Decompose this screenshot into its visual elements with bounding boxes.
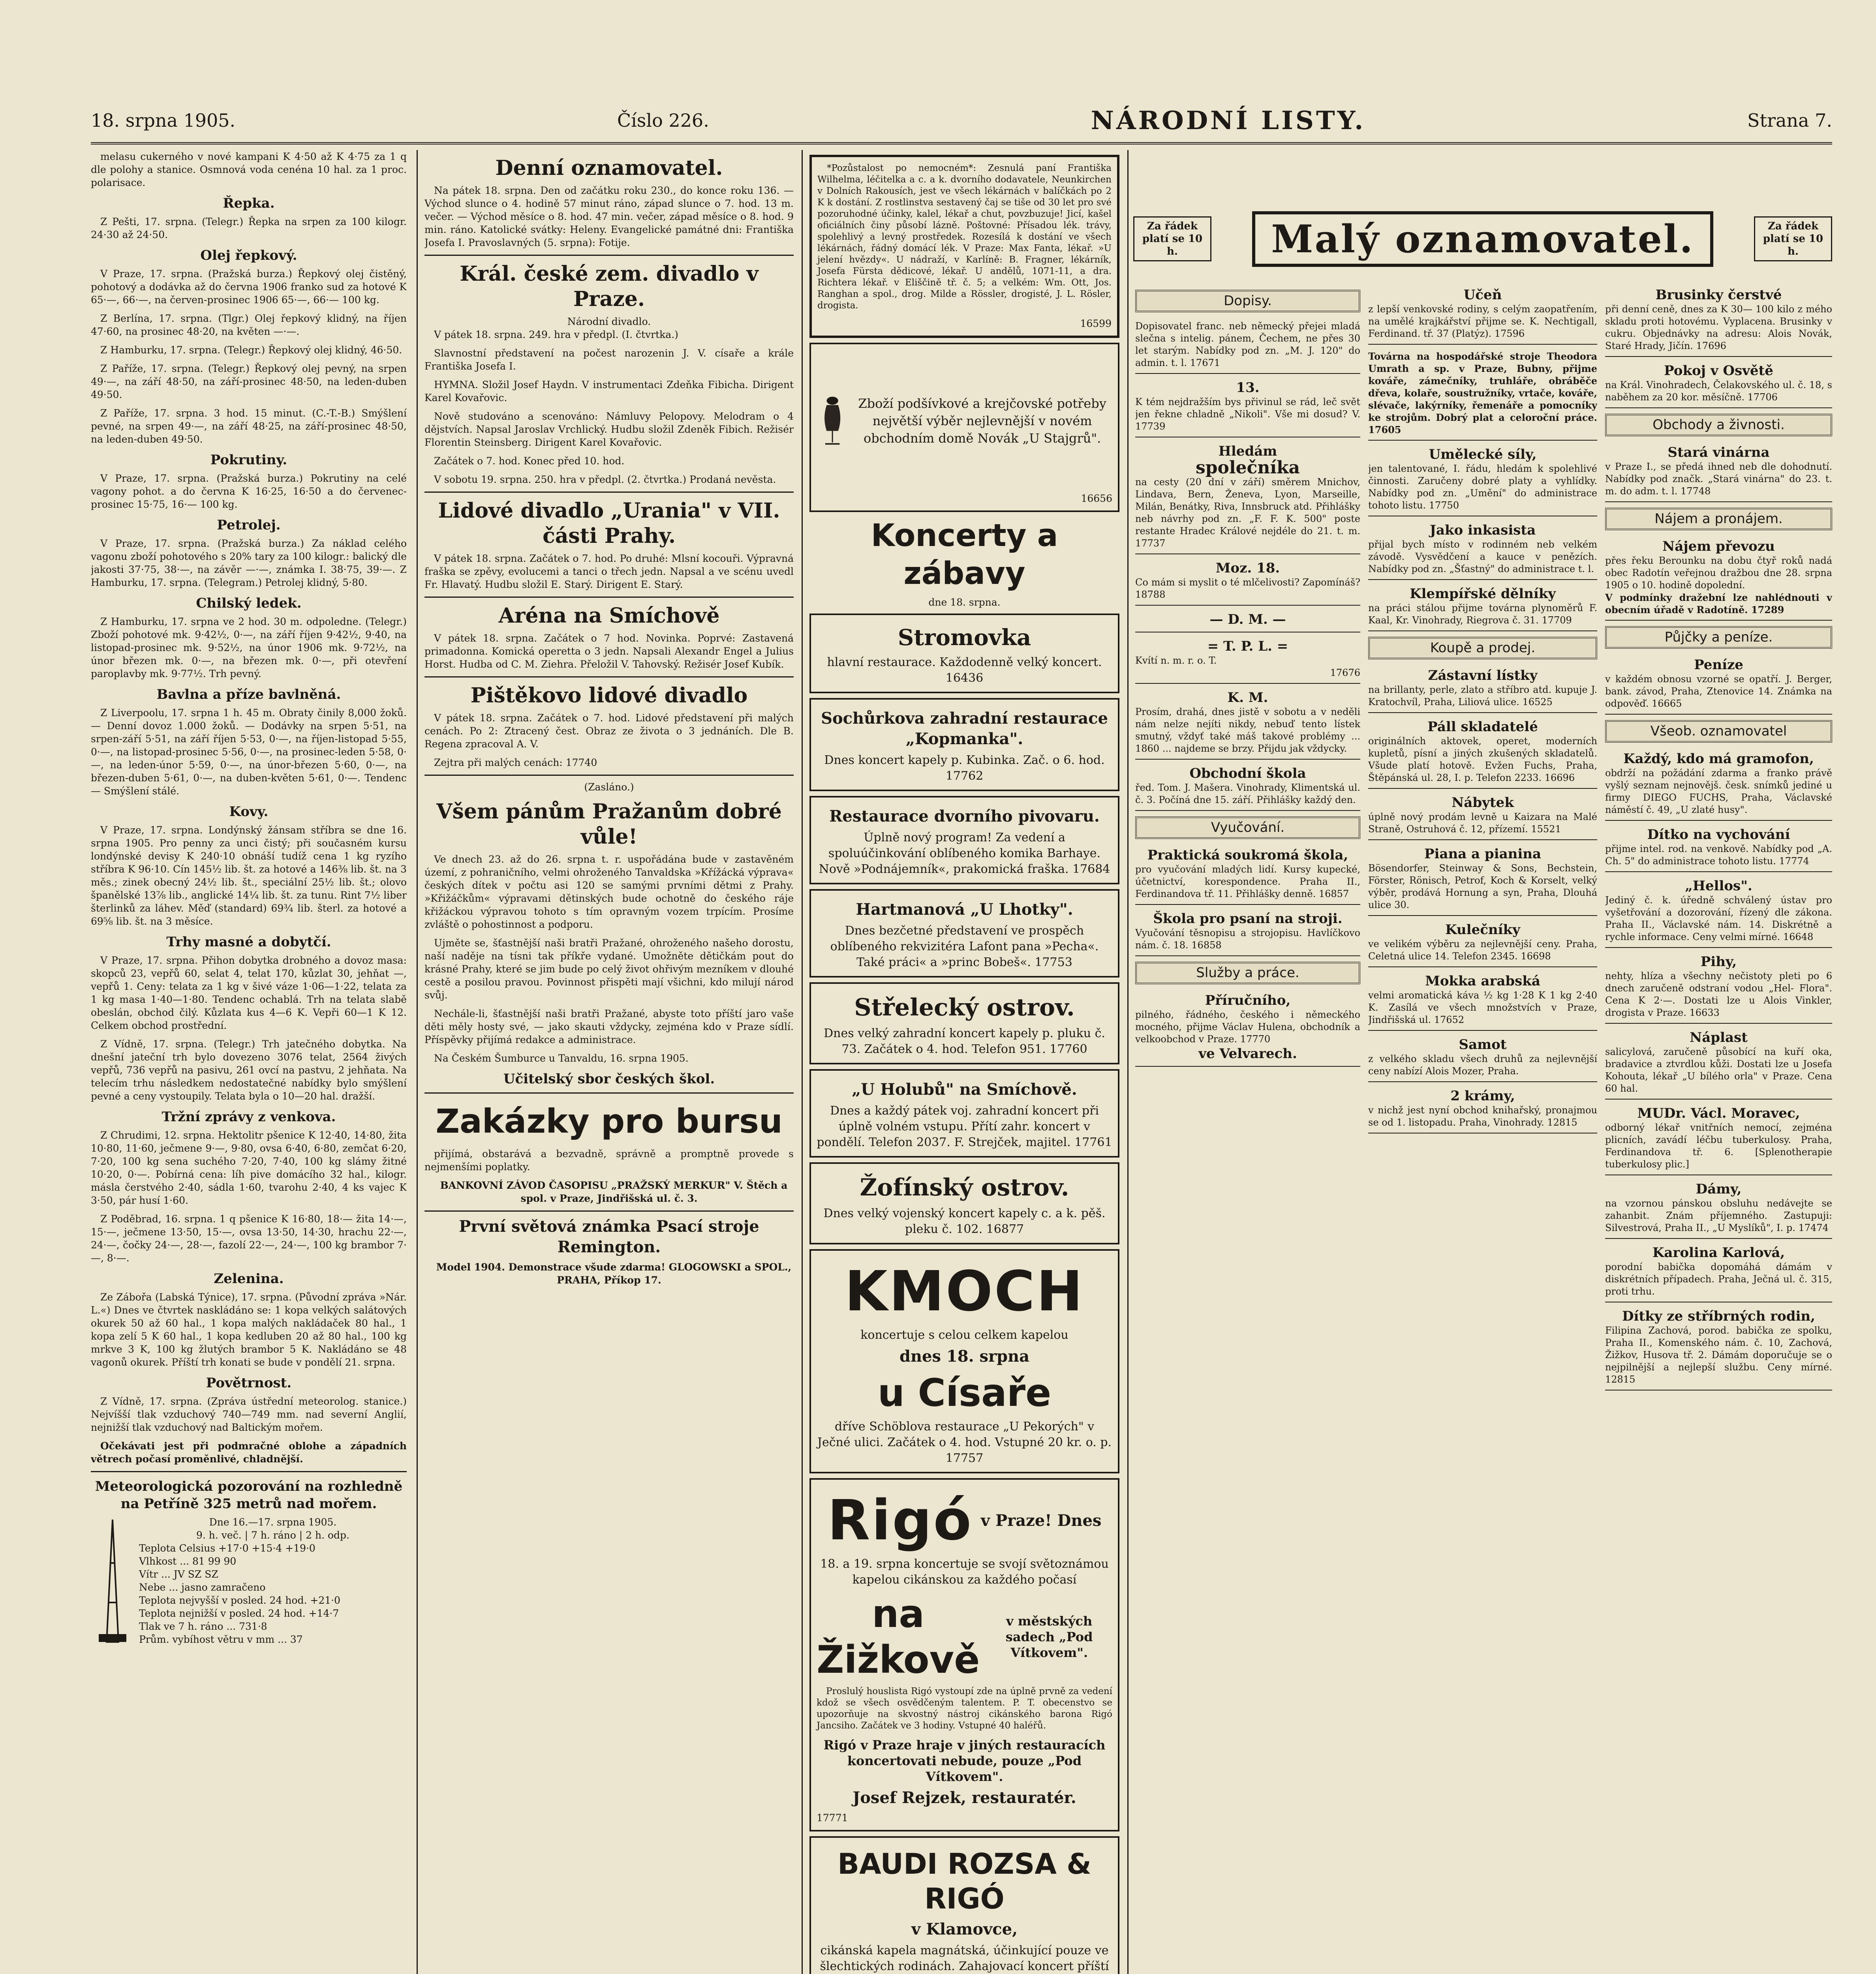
vsem-text-2: Ujměte se, šťastnější naši bratři Pražané, ohroženého našeho dorostu, naší naděje na tísni tak příkře vydané. Umožněte dětičkám pout do krásné Prahy, které se jim bude po celý život ohřivým mezníkem v dlouhé cestě a posilou pravou. Povinnost přispěti mají všichni, kdo milují národ svůj. [424,937,794,1001]
classified-brusinky-text: při denní ceně, dnes za K 30— 100 kilo z mého skladu proti hotovému. Vyplacena. Brusinky v cukru. Objednávky na adresu: Alois Novák, Staré Hrady, Jičín. 17696 [1605,304,1832,351]
classified-pokoj: Pokoj v Osvětě [1664,363,1773,379]
classified-velvary: ve Velvarech. [1198,1046,1297,1062]
remington-text: Model 1904. Demonstrace všude zdarma! GLOGOWSKI a SPOL., PRAHA, Příkop 17. [436,1261,792,1286]
classified-obchodni: Obchodní škola [1189,766,1306,781]
column-concerts [809,150,1119,1974]
meteo-row: Vítr ... JV SZ SZ [139,1569,218,1580]
classified-penize: Peníze [1694,657,1743,673]
heading-meteo: Meteorologická pozorování na rozhledně na Petříně 325 metrů nad mořem. [95,1479,403,1512]
page-header [91,99,1832,144]
vsem-signature: Učitelský sbor českých škol. [503,1071,715,1087]
dress-form-icon [817,350,848,492]
classified-krasny: 2 krámy, [1450,1088,1515,1104]
header-page-number: Strana 7. [1747,110,1832,131]
classified-klempirske: Klempířské dělníky [1409,586,1556,602]
report-chilsky: Z Hamburku, 17. srpna ve 2 hod. 30 m. odpoledne. (Telegr.) Zboží pohotové mk. 9·42½, 0·—, na září říjen 9·42½, 9·40, na listopad-prosinec mk. 9·52½, na únor 1906 mk. 9·72½, na únor březen mk. 0·—, na březen mk. 0·—, při otevření paroplavby mk. 9·77½. Trh pevný. [91,616,407,679]
classified-najem-text-2: V podmínky dražební lze nahlédnouti v obecním úřadě v Radotíně. 17289 [1605,592,1832,615]
pistekovo-text-2: Zejtra při malých cenách: 17740 [434,757,597,768]
classified-nabytek-text: úplně nový prodám levně u Kaizara na Malé Straně, Ostruhová č. 12, přízemí. 15521 [1368,811,1597,835]
classified-brusinky: Brusinky čerstvé [1655,287,1782,303]
stromovka-ad [809,614,1119,693]
classified-ad [1368,792,1597,840]
report-olej-pariz: Z Paříže, 17. srpna. (Telegr.) Řepkový olej pevný, na srpen 49·—, na září 48·50, na září-prosinec 48·50, na leden-duben 49·50. [91,363,407,400]
classified-dm: — D. M. — [1209,612,1286,627]
category-obchody: Obchody a živnosti. [1605,414,1832,436]
heading-povetrnost: Povětrnost. [206,1375,292,1391]
zofin-text: Dnes velký vojenský koncert kapely c. a k. pěš. pleku č. 102. 16877 [823,1207,1106,1236]
classified-kazdy: Každý, kdo má gramofon, [1623,751,1814,767]
meteo-row: Prům. vybíhost větru v mm ... 37 [139,1634,303,1645]
classified-klempirske-text: na práci stálou přijme továrna plynoměrů F. Kaal, Kr. Vinohrady, Riegrova č. 31. 17709 [1368,602,1597,626]
classified-damy: Dámy, [1696,1181,1742,1197]
rigo-sub: v Praze! Dnes [980,1511,1102,1530]
meteo-row: Teplota Celsius +17·0 +15·4 +19·0 [139,1542,315,1554]
classified-zastavni-text: na brillanty, perle, zlato a stříbro atd. kupuje J. Kratochvíl, Praha, Liliová ulice. 16525 [1368,684,1597,707]
classified-kviti-number: 17676 [1330,667,1360,678]
classified-piana: Piana a pianina [1424,846,1542,862]
heading-zofin: Žofínský ostrov. [860,1174,1069,1201]
heading-holub: „U Holubů" na Smíchově. [852,1080,1077,1099]
classified-km-text: Prosím, drahá, dnes jistě v sobotu a v neděli nám nelze nejíti nikdy, nebuď tento lístek smutný, vždyť také máš takové problémy ... 1860 ... najdeme se brzy. Přijdu jak vždycky. [1135,706,1360,754]
classified-dopisovatel: Dopisovatel franc. neb německý přejei mladá slečna s intelig. pánem, Čechem, ne přes 30 let starým. Nabídky pod zn. „M. J. 120" do admin. t. l. 17671 [1135,321,1360,368]
classified-ad [1605,875,1832,948]
classified-umelecke: Umělecké síly, [1429,447,1537,462]
classified-ad [1605,951,1832,1024]
heading-petrolej: Petrolej. [217,517,281,533]
corset-number: 16656 [1081,493,1112,504]
heading-kovy: Kovy. [229,804,269,820]
zaslano-label: (Zasláno.) [584,781,634,793]
column-classifieds-3 [1605,284,1832,1974]
report-olej-praha: V Praze, 17. srpna. (Pražská burza.) Řepkový olej čistěný, pohotový a dodávka až do června 1906 franko sud za hotové K 65·—, 66·—, na červen-prosinec 1906 65·—, 66·— 100 kg. [91,268,407,306]
baudi-ad [809,1836,1119,1974]
classified-umelecke-text: jen talentované, I. řádu, hledám k spolehlivé činnosti. Zaručeny dobré platy a vyhlídky. Nabídky pod zn. „Umění" do administrace tohoto listu. 17750 [1368,463,1597,511]
classified-ditky-text: Filipina Zachová, porod. babička ze spolku, Praha II., Komenského nám. č. 10, Zachová, Žižkov, Husova tř. 2. Dámám doporučuje se o nejpilnější a nejlepší službu. Ceny mírné. 12815 [1605,1325,1832,1385]
classified-mudr: MUDr. Václ. Moravec, [1637,1105,1800,1121]
heading-chilsky: Chilský ledek. [196,595,302,611]
classified-ad [1605,1242,1832,1302]
zofin-ad [809,1162,1119,1244]
baudi-text: cikánská kapela magnátská, účinkující pouze ve šlechtických rodinách. Zahajovací koncert příští [820,1944,1109,1973]
classified-ad [1135,844,1360,905]
classified-ad [1368,970,1597,1031]
rigo-text: 18. a 19. srpna koncertuje se svojí světoznámou kapelou cikánskou za každého počasí [820,1557,1109,1587]
meteo-row: Nebe ... jasno zamračeno [139,1582,266,1593]
heading-trhy: Trhy masné a dobytčí. [166,934,331,950]
heading-kmoch: KMOCH [845,1259,1084,1324]
meteo-row: Vlhkost ... 81 99 90 [139,1556,237,1567]
classified-mudr-text: odborný lékař vnitřních nemocí, zejména plicních, zavádí léčbu tuberkulosy. Praha, Ferdinandova tř. 6. [Splenotherapie tuberkulosy plic.] [1605,1122,1832,1170]
classified-zastavni: Zástavní lístky [1428,668,1538,683]
classified-ad [1368,583,1597,631]
classified-ad [1605,824,1832,872]
category-vyucovani: Vyučování. [1135,816,1360,839]
category-pujcky: Půjčky a peníze. [1605,626,1832,649]
classified-penize-text: v každém obnosu vzorné se opatří. J. Berger, bank. závod, Praha, Ztenovice 14. Známka na odpověď. 16665 [1605,674,1832,709]
heading-repka: Řepka. [223,195,275,211]
classified-tpl: = T. P. L. = [1207,638,1288,654]
classified-ad [1135,636,1360,684]
header-issue: Číslo 226. [617,110,709,131]
classified-ditky: Dítky ze stříbrných rodin, [1622,1308,1815,1324]
heading-stromovka: Stromovka [898,625,1031,651]
category-sluzby: Služby a práce. [1135,962,1360,984]
zizkov-text: Proslulý houslista Rigó vystoupí zde na úplně prvně za vedení kdož se všech osvědčeným talentem. P. T. obecenstvo se upozorňuje na skvostný nástroj cikánského barona Rigó Jancsiho. Začátek ve 3 hodiny. Vstupné 40 haléřů. [817,1686,1112,1731]
classified-ad [1605,1103,1832,1175]
classified-ad [1605,1178,1832,1239]
pistekovo-text: V pátek 18. srpna. Začátek o 7. hod. Lidové představení při malých cenách. Po 2: Ztracený čest. Obraz ze života o 3 jednáních. Dle B. Regena zpracoval A. V. [424,712,794,750]
heading-denni-oznamovatel: Denní oznamovatel. [495,156,723,180]
classified-hellos: „Hellos". [1685,878,1752,894]
classified-inkasista-text: přijal bych místo v rodinném neb velkém závodě. Vysvědčení a kauce v penězích. Nabídky pod zn. „Šťastný" do administrace t. l. [1368,539,1597,574]
report-zelenina: Ze Zábořa (Labská Týnice), 17. srpna. (Původní zpráva »Nár. L.«) Dnes ve čtvrtek naskládáno se: 1 kopa velkých salátových okurek 50 až 60 hal., 1 kopa malých nakládaček 80 hal., 1 kopa zelí 5 K 60 hal., 1 kopa kedluben 20 až 80 hal., 100 kg mrkve 3 K, 100 kg žlutých brambor 5 K. Nakládáno se 48 vagonů okurek. Příští trh konati se bude v pondělí 21. srpna. [91,1291,407,1368]
report-bavlna: Z Liverpoolu, 17. srpna 1 h. 45 m. Obraty činily 8,000 žoků. — Denní dovoz 1.000 žoků. — Dodávky na srpen 5·51, na srpen-září 5·51, na září říjen 5·53, 0·—, na říjen-listopad 5·55, 0·—, na listopad-prosinec 5·56, 0·—, na prosinec-leden 5·58, 0·—, na leden-únor 5·59, 0·—, na únor-březen 5·60, 0·—, na březen-duben 5·61, 0·—, na duben-květen 5·61, 0·—. Tendenc — Smýšlení stálé. [91,707,407,797]
vsem-text-4: Na Českém Šumburce u Tanvaldu, 16. srpna 1905. [434,1053,689,1064]
classified-ucen-text: z lepší venkovské rodiny, s celým zaopatřením, na umělé krajkářství přijme se. K. Nechtigall, Ferdinand. tř. 37 (Platýz). 17596 [1368,304,1597,339]
classified-ditko: Dítko na vychování [1647,827,1790,843]
kmoch-sub: koncertuje s celou celkem kapelou [860,1328,1069,1342]
column-theatre [424,150,794,1974]
classified-pihy-text: nehty, hlíza a všechny nečistoty pleti po 6 dnech zaručeně odstraní vodou „Hel- Flora". Cena K 2·—. Dostati lze u Alois Vinkler, drogista v Praze. 16633 [1605,970,1832,1018]
heading-remington: První světová známka Psací stroje Remington. [459,1217,759,1256]
heading-lidove-divadlo: Lidové divadlo „Urania" v VII. části Prahy. [438,499,780,548]
classified-ad [1135,763,1360,811]
narodni-program-5: V sobotu 19. srpna. 250. hra v předpl. (2. čtvrtka.) Prodaná nevěsta. [434,474,776,485]
narodni-program-3: HYMNA. Složil Josef Haydn. V instrumentaci Zdeňka Fibicha. Dirigent Karel Kovařovic. [424,379,794,403]
report-kovy: V Praze, 17. srpna. Londýnský žánsam stříbra se dne 16. srpna 1905. Pro penny za unci čistý; při současném kursu londýnské devisy K 240·10 obnáší tudíž cena 1 kg ryzího stříbra K 96·10. Cín 145½ lib. št. za hotové a 146⅜ lib. št. na 3 měs.; zinek obecný 24½ lib. št., speciální 25½ lib. št.; olovo španělské 13⅞ lib., anglické 14¼ lib. št. za tunu. Rint 7½ liber šterlinků za láhev. Měď (standard) 69¾ lib. šterl. za hotové a 69⅝ lib. št. na 3 měsíce. [91,824,407,927]
classified-prakticka: Praktická soukromá škola, [1147,847,1348,863]
hartmann-ad [809,889,1119,978]
heading-cisare: u Císaře [877,1371,1052,1415]
classified-samot-text: z velkého skladu všech druhů za nejlevnější ceny nabízí Alois Mozer, Praha. [1368,1053,1597,1077]
report-olej-pariz-2: Z Paříže, 17. srpna. 3 hod. 15 minut. (C.-T.-B.) Smýšlení pevné, na srpen 49·—, na září 48·25, na září-prosinec 48·50, na leden-duben 49·50. [91,407,407,445]
wilhelm-tea-text: *Pozůstalost po nemocném*: Zesnulá paní Františka Wilhelma, léčitelka a c. a k. dvorního dodavatele, Neunkirchen v Dolních Rakousích, jest ve všech lékárnách v balíčkách po 2 K k dostání. Z rostlinstva sestavený čaj se tiše od 30 let pro své pozoruhodné účinky, kalel, lékař a chut, povzbuzuje! Jicí, kašel oficiálních činy působí lázně. Poštovné: Přísadou lék. trávy, spolehlivý a levný prostředek. Rozesílá k dostání ve všech lékárnách, řádný domácí lék. V Praze: Max Fanta, lékař. »U jelení hvězdy«. U nádraží, v Karlíně: B. Fragner, lékárník, Josefa Fürsta dědicové, lékař. U andělů, 1071-11, a dra. Richtera lékař. v Eliščině tř. č. 5; a velkém: Wm. Ott, Jos. Ranghan a spol., drog. Milde a Rössler, drogisté, J. L. Rösler, drogista. [817,163,1112,311]
classified-pal: Páll skladatelé [1427,719,1538,735]
classified-pihy: Pihy, [1700,954,1737,970]
category-dopisy: Dopisy. [1135,290,1360,312]
rigo-ad [809,1478,1119,1831]
classified-ad [1368,843,1597,916]
classified-karolina: Karolina Karlová, [1652,1245,1785,1261]
classified-ucen: Učeň [1463,287,1502,303]
classified-rate-left: Za řádek platí se 10 h. [1133,216,1211,261]
classified-najem-text: přes řeku Berounku na dobu čtyř roků nadá obec Radotín veřejnou dražbou dne 28. srpna 1905 o 10. hodině dopolední. [1605,555,1832,591]
market-intro: melasu cukerného v nové kampani K 4·50 až K 4·75 za 1 q dle polohy a stanice. Osmnová voda cenéna 10 hal. za 1 proc. polarisace. [91,151,407,188]
arena-text: V pátek 18. srpna. Začátek o 7 hod. Novinka. Poprvé: Zastavená primadonna. Komická operetta o 3 jedn. Napsali Alexandr Engel a Julius Horst. Hudba od C. M. Ziehra. Přeložil V. Tahovský. Režisér Josef Kubík. [424,632,794,670]
classified-ad [1368,284,1597,345]
heading-rigo: Rigó [827,1488,973,1553]
classified-naplast: Náplast [1690,1030,1748,1045]
meteo-header: 9. h. več. | 7 h. ráno | 2 h. odp. [196,1529,349,1541]
classified-title: Malý oznamovatel. [1252,211,1713,267]
classified-ad [1368,1085,1597,1133]
koncerty-date: dne 18. srpna. [928,597,1001,608]
column-markets [91,150,407,1974]
heading-pokrutiny: Pokrutiny. [210,452,287,468]
classified-naplast-text: salicylová, zaručeně působící na kuří oka, bradavice a ztvrdlou kůži. Dostati lze u Josefa Kohouta, lékař „U bílého orla" v Praze. Cena 60 hal. [1605,1046,1832,1094]
zizkov-signature: Josef Rejzek, restauratér. [853,1788,1076,1807]
heading-strelecky: Střelecký ostrov. [854,994,1075,1021]
category-koupe: Koupě a prodej. [1368,637,1597,659]
lidove-text: V pátek 18. srpna. Začátek o 7. hod. Po druhé: Mlsní kocouři. Výpravná fraška se zpěvy, evolucemi a tanci o třech jedn. Napsal a ve scénu uvedl Fr. Hlavatý. Hudbu složil E. Starý. Dirigent E. Starý. [424,553,794,590]
classified-kulecniky-text: ve velikém výběru za nejlevnější ceny. Praha, Celetná ulice 14. Telefon 2345. 16698 [1368,938,1597,962]
meteo-date: Dne 16.—17. srpna 1905. [209,1516,337,1528]
classified-prirucni: Příručního, [1205,993,1291,1008]
heading-zelenina: Zelenina. [214,1271,284,1287]
classified-moz: Moz. 18. [1215,560,1280,576]
classified-hellos-text: Jediný č. k. úředně schválený ústav pro vyšetřování a dozorování, řízený dle zákona. Praha II., Václavské nám. 14. Diskrétně a rychle informace. Ceny velmi mírné. 16648 [1605,895,1832,942]
classified-ad [1135,990,1360,1067]
heading-pistekovo: Pištěkovo lidové divadlo [470,683,748,707]
classified-mokka: Mokka arabská [1425,973,1540,989]
report-repka: Z Pešti, 17. srpna. (Telegr.) Řepka na srpen za 100 kilogr. 24·30 až 24·50. [91,216,407,240]
report-pokrutiny: V Praze, 17. srpna. (Pražská burza.) Pokrutiny na celé vagony pohot. a do června K 16·25, 16·50 a do červenec-prosinec 15·75, 16·— 100 kg. [91,473,407,510]
classified-ad [1135,908,1360,956]
classified-ad [1135,318,1360,374]
holub-text: Dnes a každý pátek voj. zahradní koncert při úplně volném vstupu. Přítí zahr. koncert v pondělí. Telefon 2037. F. Strejček, majitel. 17761 [817,1104,1112,1149]
report-povetrnost: Z Vídně, 17. srpna. (Zpráva ústřední meteorolog. stanice.) Nejvíšší tlak vzduchový 740—749 mm. nad severní Anglií, nejnižší tlak vzduchový nad Baltickým mořem. [91,1396,407,1433]
classified-karolina-text: porodní babička dopomáhá dámám v diskrétních případech. Praha, Ječná ul. č. 315, proti trhu. [1605,1261,1832,1297]
classified-krasny-text: v nichž jest nyní obchod knihařský, pronajmou se od 1. listopadu. Praha, Vinohrady. 12815 [1368,1105,1597,1128]
classified-ad [1605,1306,1832,1390]
zakazky-text-2: BANKOVNÍ ZÁVOD ČASOPISU „PRAŽSKÝ MERKUR" V. Štěch a spol. v Praze, Jindřišská ul. č. 3. [440,1180,788,1204]
corset-text: Zboží podšívkové a krejčovské potřeby největší výběr nejlevnější v novém obchodním domě Novák „U Stajgrů". [858,396,1106,446]
vsem-text: Ve dnech 23. až do 26. srpna t. r. uspořádána bude v zastavěném území, z pohraničního, velmi ohroženého Tanvaldska »Křížácká výprava« českých dítek v počtu asi 120 se samými prvními dětmi z Prahy. »Křižáčkům« výpravami dětinských bude ochotně do českého ráje křižáckou výpravou tohoto s tím opravným vozem trpícím. Prosíme zvláště o pohostinnost a podporu. [424,854,794,930]
heading-narodni-divadlo: Král. české zem. divadlo v Praze. [460,262,759,311]
report-petrolej: V Praze, 17. srpna. (Pražská burza.) Za náklad celého vagonu zboží pohotového s 20% tary za 100 kilogr.: balický dle jakosti 37·75, 38·—, na závěr —·—, známka I. 38·75, 39·—. Z Hamburku, 17. srpna. (Telegram.) Petrolej klidný, 5·80. [91,538,407,588]
classified-ad [1605,536,1832,621]
classified-stara: Stará vinárna [1668,445,1770,460]
classified-pokoj-text: na Král. Vinohradech, Čelakovského ul. č. 18, s naběhem za 20 kor. měsíčně. 17706 [1605,379,1832,403]
denni-text: Na pátek 18. srpna. Den od začátku roku 230., do konce roku 136. — Východ slunce o 4. hodině 57 minut ráno, západ slunce o 7. hod. 13 m. večer. — Východ měsíce o 8. hod. 47 min. večer, západ měsíce o 8. hod. 9 min. ráno. Katolické svátky: Heleny. Evangelické památné dni: Františka Josefa I. Pravoslavných (5. srpna): Fotije. [424,185,794,248]
heading-olej: Olej řepkový. [200,248,297,263]
classified-banner [1133,205,1832,272]
classified-ad [1605,1027,1832,1100]
classified-km: K. M. [1227,690,1268,706]
classified-ad [1368,348,1597,441]
column-divider [417,150,418,1974]
classified-stara-text: v Praze I., se předá ihned neb dle dohodnutí. Nabídky pod značk. „Stará vinárna" do 23. t. m. do adm. t. l. 17748 [1605,461,1832,497]
kmoch-ad [809,1249,1119,1473]
report-olej-berlin: Z Berlína, 17. srpna. (Tlgr.) Olej řepkový klidný, na říjen 47·60, na prosinec 48·20, na květen —·—. [91,313,407,337]
zizkov-number: 17771 [817,1812,848,1824]
classified-skola-text: Vyučování těsnopisu a strojopisu. Havlíčkovo nám. č. 18. 16858 [1135,927,1360,951]
stromovka-text: hlavní restaurace. Každodenně velký koncert. 16436 [827,655,1102,685]
pivovar-ad [809,796,1119,884]
heading-baudi: BAUDI ROZSA & RIGÓ [838,1847,1091,1915]
classified-ad [1135,609,1360,632]
classified-prakticka-text: pro vyučování mladých lidí. Kursy kupecké, účetnictví, korespondence. Praha II., Ferdinandova tř. 11. Přihlášky denně. 16857 [1135,864,1360,899]
masthead: NÁRODNÍ LISTY. [1091,105,1366,135]
zizkov-sub: v městských sadech „Pod Vítkovem". [1005,1614,1093,1660]
classified-najem: Nájem převozu [1662,539,1775,554]
heading-bavlna: Bavlna a příze bavlněná. [156,687,341,702]
classified-ad [1605,654,1832,715]
classified-mokka-text: velmi aromatická káva ½ kg 1·28 K 1 kg 2·40 K. Zasílá ve všech množstvích v Praze, Jindřišská ul. 17652 [1368,990,1597,1025]
classified-tovarna: Továrna na hospodářské stroje Theodora Umrath a sp. v Praze, Bubny, přijme kováře, zámečníky, truhláře, obráběče dřeva, kolaře, soustružníky, vrtače, kováře, slévače, lakýrníky, řemenáře a pomocníky ke strojům. Dobrý plat a celoroční práce. 17605 [1368,351,1597,435]
meteo-row: Tlak ve 7 h. ráno ... 731·8 [139,1621,267,1632]
wilhelm-tea-ad [809,155,1119,338]
holub-ad [809,1069,1119,1158]
vsem-text-3: Nechále-li, šťastnější naši bratři Pražané, abyste toto příští jaro vaše děti měly hosty své, — jako skauti vždycky, zejména kdo v Praze sídlí. Příspěvky přijímá redakce a administrace. [424,1008,794,1045]
kopmanka-text: Dnes koncert kapely p. Kubinka. Zač. o 6. hod. 17762 [824,753,1105,783]
column-divider [1127,150,1129,1974]
meteo-row: Teplota nejnižší v posled. 24 hod. +14·7 [139,1608,339,1619]
column-classifieds-2 [1368,284,1597,1974]
cisare-text: dříve Schöblova restaurace „U Pekorých" v Ječné ulici. Začátek o 4. hod. Vstupné 20 kr. o. p. 17757 [817,1420,1112,1465]
hartmann-text: Dnes bezčetné představení ve prospěch oblíbeného rekvizitéra Lafont pana »Pecha«. Také práci« a »princ Bobeš«. 17753 [830,924,1099,969]
kmoch-date: dnes 18. srpna [899,1347,1030,1366]
corset-ad [809,343,1119,512]
heading-zakazky: Zakázky pro bursu [436,1102,783,1141]
heading-vsem-panum: Všem pánům Pražanům dobré vůle! [436,799,782,849]
report-olej-hamburk: Z Hamburku, 17. srpna. (Telegr.) Řepkový olej klidný, 46·50. [100,344,402,356]
narodni-divadlo-sub: Národní divadlo. [567,316,651,327]
heading-kopmanka: Sochůrkova zahradní restaurace „Kopmanka". [821,709,1108,748]
narodni-time: Začátek o 7. hod. Konec před 10. hod. [434,455,625,467]
baudi-sub: v Klamovce, [911,1920,1018,1938]
zizkov-text-2: Rigó v Praze hraje v jiných restauracích koncertovati nebude, pouze „Pod Vítkovem". [823,1738,1106,1784]
heading-hartmann: Hartmanová „U Lhotky". [856,900,1073,919]
classified-ad [1605,442,1832,502]
category-najem: Nájem a pronájem. [1605,508,1832,530]
report-trhy: V Praze, 17. srpna. Přihon dobytka drobného a dovoz masa: skopců 23, vepřů 60, selat 4, telat 170, kůzlat 30, jehňat —, vepřů 1. Ceny: telata za 1 kg v šivé váze 1·06—1·22, telata za 1 kg masa 1·40—1·80. Tendenc ochablá. Trh na telata slabě obeslán, obchod čilý. Kůzlata kus 4—6 K. Vepři 60—1 K 12. Celkem obchod prostřední. [91,955,407,1031]
report-trhy-viden: Z Vídně, 17. srpna. (Telegr.) Trh jatečného dobytka. Na dnešní jateční trh bylo dovezeno 3076 telat, 2564 živých vepřů, 736 vepřů na pasivu, 261 ovcí na pastvu, 2 jehňata. Na telecím trhu následkem nedostatečné nabídky bylo smýšlení pevné a ceny vystoupily. Telata byla o 10—20 hal. dražší. [91,1038,407,1102]
report-povetrnost-forecast: Očekávati jest při podmračné oblohe a západních větrech počasí proměnlivé, chladnější. [91,1440,407,1465]
classified-13-text: K tém nejdražším bys přivinul se rád, leč svět jen řekne chladně „Nikoli". Vše mi dosud? V. 17739 [1135,396,1360,432]
heading-koncerty: Koncerty a zábavy [871,518,1058,591]
strelecky-ad [809,982,1119,1064]
heading-arena: Aréna na Smíchově [498,604,720,628]
wilhelm-tea-number: 16599 [1080,318,1112,329]
classified-prirucni-text: pilného, řádného, českého i německého mocného, přijme Václav Hulena, obchodník a velkoobchod v Praze. 17770 [1135,1009,1360,1045]
classified-kviti: Kvítí n. m. r. o. T. [1135,655,1217,666]
heading-pivovar: Restaurace dvorního pivovaru. [829,807,1100,826]
classified-spolecnika-text: na cesty (20 dní v září) směrem Mnichov, Lindava, Bern, Ženeva, Lyon, Marseille, Milán, Benátky, Riva, Innsbruck atd. Přihlášky neb návrhy pod zn. „F. F. K. 500" poste restante Hradec Králové nejdéle do 21. t. m. 17737 [1135,477,1360,549]
classified-nabytek: Nábytek [1452,795,1514,811]
report-trzni-chrudim: Z Chrudimi, 12. srpna. Hektolitr pšenice K 12·40, 14·80, žita 10·80, 11·60, ječmene 9·—, 9·80, ovsa 6·40, 6·80, zemčat 6·20, 7·20, 100 kg sena suchého 7·20, 7·40, 100 kg slámy žitné 10·20, 0·—. Pobírná cena: líh pive domácího 32 hal., kilogr. másla čerstvého 2·40, sádla 1·60, tvarohu 2·40, 4 ks vajec K 3·50, pár husí 1·60. [91,1130,407,1206]
classified-ad [1368,919,1597,967]
classified-ad [1135,441,1360,554]
report-trzni-podebrady: Z Poděbrad, 16. srpna. 1 q pšenice K 16·80, 18·— žita 14·—, 15·—, ječmene 13·50, 15·—, ovsa 13·50, 14·30, hrachu 22·—, 24·—, čočky 24·—, 28·—, fazolí 22·—, 24·—, 100 kg brambor 7·—, 8·—. [91,1213,407,1264]
classified-ad [1368,520,1597,580]
heading-trzni: Tržní zprávy z venkova. [161,1109,336,1125]
classified-kulecniky: Kulečníky [1445,922,1520,938]
classified-pal-text: originálních aktovek, operet, moderních kupletů, písní a jiných zkušených skladatelů. Všude platí hotově. Evžen Fuchs, Praha, Štěpánská ul. 28, I. p. Telefon 2233. 16696 [1368,736,1597,783]
category-oznamovatel: Všeob. oznamovatel [1605,720,1832,743]
header-date: 18. srpna 1905. [91,110,236,131]
zakazky-text: přijímá, obstarává a bezvadně, správně a promptně provede s nejmenšími poplatky. [424,1148,794,1173]
classified-samot: Samot [1459,1037,1507,1053]
classified-ad [1368,665,1597,713]
classified-ad [1368,1034,1597,1082]
classified-13-title: 13. [1236,380,1260,396]
classified-piana-text: Bösendorfer, Steinway & Sons, Bechstein, Förster, Rönisch, Petrof, Koch & Korselt, velký výběr, prodává Hornung a syn, Praha, Dlouhá ulice 30. [1368,863,1597,910]
classified-ditko-text: přijme intel. rod. na venkově. Nabídky pod „A. Ch. 5" do administrace tohoto listu. 17774 [1605,843,1832,867]
narodni-program-2: Slavnostní představení na počest narozenin J. V. císaře a krále Františka Josefa I. [424,347,794,372]
classified-hledam: Hledám [1218,443,1277,459]
classified-ad [1368,716,1597,789]
column-classifieds-1 [1135,284,1360,1974]
classified-moz-text: Co mám si myslit o té mlčelivosti? Zapomínáš? 18788 [1135,577,1360,600]
classified-ad [1605,748,1832,821]
classified-ad [1135,377,1360,437]
petrin-tower-icon [91,1516,134,1646]
pivovar-text: Úplně nový program! Za vedení a spoluúčinkování oblíbeného komika Barhaye. Nově »Podnájemník«, prakomická fraška. 17684 [819,831,1110,876]
narodni-program-4: Nově studováno a scenováno: Námluvy Pelopovy. Melodram o 4 dějstvích. Napsal Jaroslav Vrchlický. Hudbu složil Zdeněk Fibich. Režisér Florentin Steinsberg. Dirigent Karel Kovařovic. [424,411,794,448]
column-divider [802,150,803,1974]
classified-damy-text: na vzornou pánskou obsluhu nedávejte se zahanbit. Znám příjemného. Zastupuji: Silvestrová, Praha II., „U Myslíků", I. p. 17474 [1605,1198,1832,1233]
heading-zizkov: na Žižkově [817,1592,980,1682]
classified-spolecnika: společníka [1195,458,1300,478]
strelecky-text: Dnes velký zahradní koncert kapely p. pluku č. 73. Začátek o 4. hod. Telefon 951. 17760 [824,1026,1105,1056]
classified-kazdy-text: obdrží na požádání zdarma a franko právě vyšlý seznam nejnovějš. česk. snímků jediné u firmy DIEGO FUCHS, Praha, Václavské náměstí č. 49, „U zlaté husy". [1605,767,1832,815]
classified-skola: Škola pro psaní na stroji. [1153,911,1343,927]
meteo-row: Teplota nejvyšší v posled. 24 hod. +21·0 [139,1595,341,1606]
classified-ad [1135,557,1360,606]
classified-inkasista: Jako inkasista [1429,522,1536,538]
classified-ad [1605,360,1832,408]
kopmanka-ad [809,698,1119,791]
classified-ad [1605,284,1832,357]
classified-rate-right: Za řádek platí se 10 h. [1754,216,1832,261]
classified-obchodni-text: řed. Tom. J. Mašera. Vinohrady, Klimentská ul. č. 3. Počíná dne 15. září. Přihlášky každý den. [1135,782,1360,805]
classified-ad [1368,444,1597,516]
classified-ad [1135,687,1360,760]
narodni-program-1: V pátek 18. srpna. 249. hra v předpl. (I. čtvrtka.) [434,329,678,340]
